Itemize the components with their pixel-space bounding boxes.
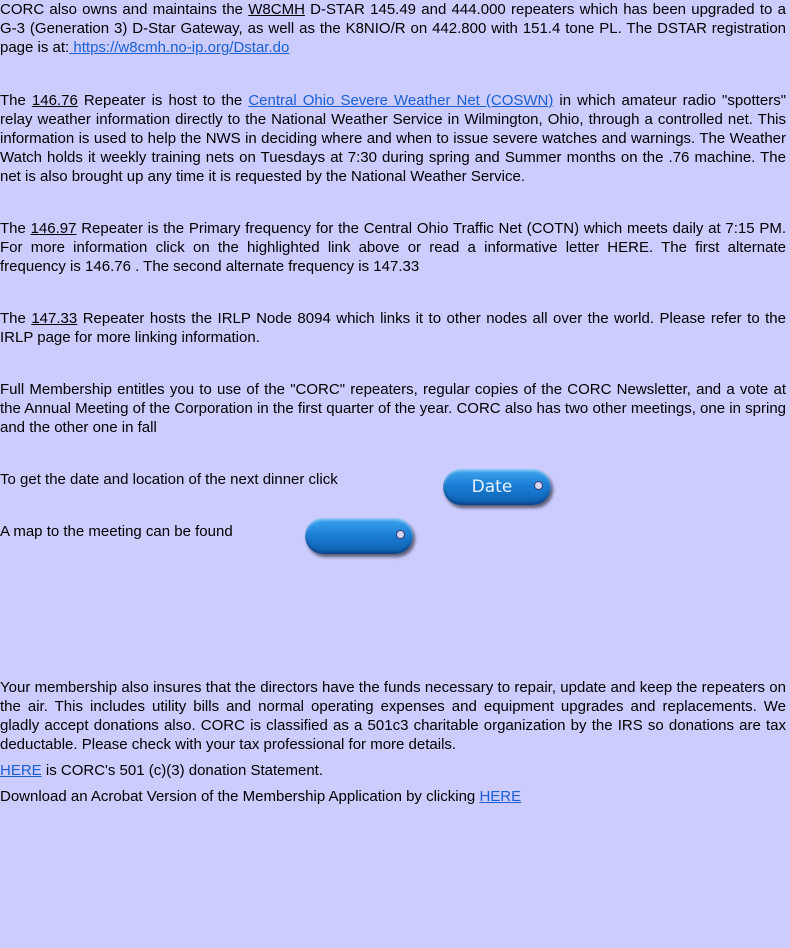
donation-text: is CORC's 501 (c)(3) donation Statement. — [41, 762, 323, 779]
freq-14733: 147.33 — [31, 310, 78, 327]
map-button[interactable] — [305, 518, 413, 554]
download-line — [0, 787, 521, 806]
cotn-paragraph — [0, 219, 786, 276]
download-text: Download an Acrobat Version of the Membership Application by clicking — [0, 788, 480, 805]
donations-paragraph: Your membership also insures that the directors have the funds necessary to repair, update and keep the repeaters on the air. This includes utility bills and normal operating expenses and equipment upgrades and replacements. We gladly accept donations also. CORC is classified as a 501c3 charitable organization by the IRS so donations are tax deductable. Please check with your tax professional for more details. — [0, 679, 786, 753]
dstar-paragraph — [0, 0, 786, 57]
freq-14676: 146.76 — [31, 92, 78, 109]
date-button[interactable] — [443, 469, 551, 505]
callsign-w8cmh: W8CMH — [248, 1, 305, 18]
dinner-text: To get the date and location of the next dinner click — [0, 471, 338, 488]
dstar-registration-link[interactable]: https://w8cmh.no-ip.org/Dstar.do — [69, 39, 290, 56]
cotn-text-2: Repeater is the Primary frequency for the Central Ohio Traffic Net (COTN) which meets daily at 7:15 PM. For more information click on the highlighted link above or read a informative letter HERE. The first alternate frequency is 146.76 . The second alternate frequency is 147.33 — [0, 220, 787, 275]
button-dot-icon — [396, 530, 405, 539]
coswn-text-2: Repeater is host to the — [77, 92, 249, 109]
freq-14697: 146.97 — [30, 220, 77, 237]
irlp-text-1: The — [0, 310, 32, 327]
coswn-text-3: in which amateur radio "spotters" relay weather information directly to the National Weather Service in Wilmington, Ohio, through a controlled net. This information is used to help the NWS in deciding where and when to issue severe watches and warnings. The Weather Watch holds it weekly training nets on Tuesdays at 7:30 during spring and Summer months on the .76 machine. The net is also brought up any time it is requested by the National Weather Service. — [0, 92, 787, 185]
cotn-text-1: The — [0, 220, 31, 237]
dstar-text-1: CORC also owns and maintains the — [0, 1, 249, 18]
button-dot-icon — [534, 481, 543, 490]
coswn-link[interactable]: Central Ohio Severe Weather Net (COSWN) — [248, 92, 554, 109]
coswn-paragraph — [0, 91, 786, 186]
application-here-link[interactable]: HERE — [479, 788, 522, 805]
donation-here-link[interactable]: HERE — [0, 762, 42, 779]
map-text: A map to the meeting can be found — [0, 523, 233, 540]
dstar-text-2: D-STAR 145.49 and 444.000 repeaters which has been upgraded to a G-3 (Generation 3) D-Star Gateway, as well as the K8NIO/R on 442.800 with 151.4 tone PL. The DSTAR registration page is at: — [0, 1, 786, 56]
irlp-paragraph — [0, 309, 786, 347]
date-button-label: Date — [471, 477, 513, 497]
donation-statement — [0, 761, 323, 780]
coswn-text-1: The — [0, 92, 32, 109]
membership-paragraph: Full Membership entitles you to use of the "CORC" repeaters, regular copies of the CORC Newsletter, and a vote at the Annual Meeting of the Corporation in the first quarter of the year. CORC also has two other meetings, one in spring and the other one in fall — [0, 381, 786, 436]
irlp-text-2: Repeater hosts the IRLP Node 8094 which links it to other nodes all over the world. Please refer to the IRLP page for more linking information. — [0, 310, 786, 346]
